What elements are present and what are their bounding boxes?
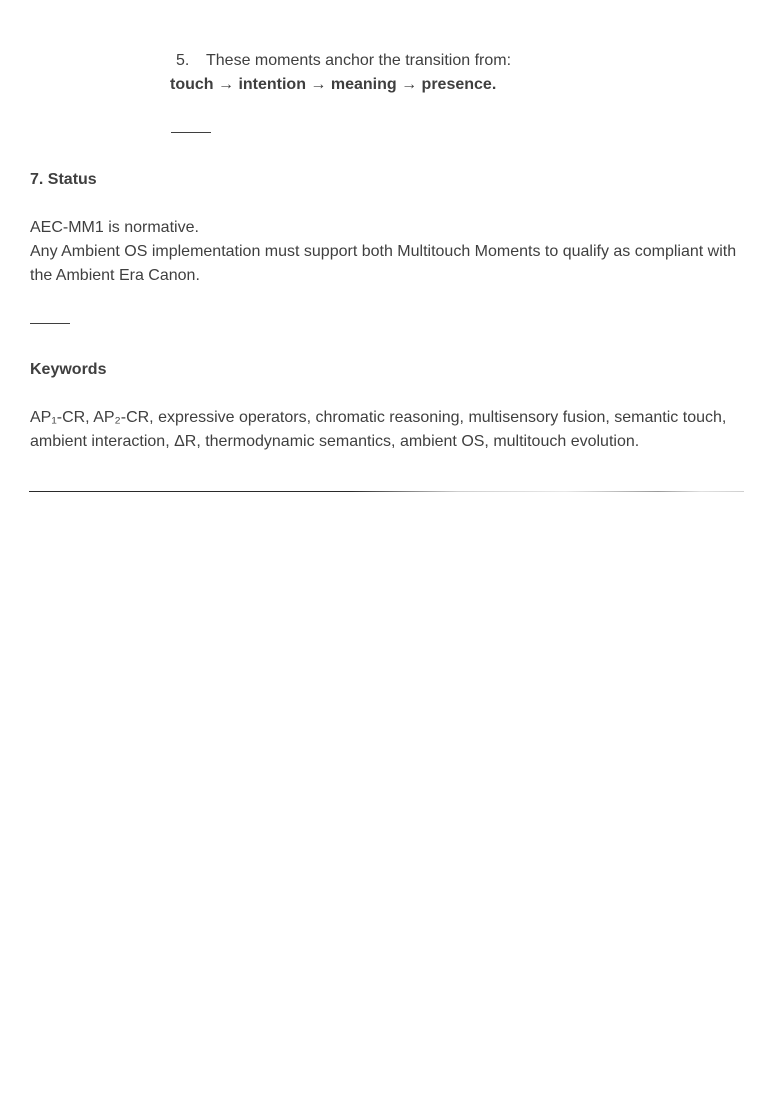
horizontal-rule bbox=[29, 491, 744, 492]
keywords-list: AP₁-CR, AP₂-CR, expressive operators, chromatic reasoning, multisensory fusion, semantic touch, ambient interaction, ΔR, thermodynamic semantics, ambient OS, multitouch evolution. bbox=[30, 409, 727, 450]
compliance-requirement: Any Ambient OS implementation must support both Multitouch Moments to qualify as compliant with the Ambient Era Canon. bbox=[30, 243, 737, 284]
status-heading: 7. Status bbox=[30, 171, 97, 188]
list-item-number: 5. bbox=[176, 52, 190, 69]
section-divider bbox=[171, 132, 211, 133]
keywords-heading: Keywords bbox=[30, 361, 107, 378]
transition-flow: touch → intention → meaning → presence. bbox=[170, 76, 497, 93]
list-item bbox=[170, 49, 730, 73]
normative-statement: AEC-MM1 is normative. bbox=[30, 219, 199, 236]
section-divider bbox=[30, 323, 70, 324]
list-item-text: These moments anchor the transition from: bbox=[206, 52, 512, 69]
